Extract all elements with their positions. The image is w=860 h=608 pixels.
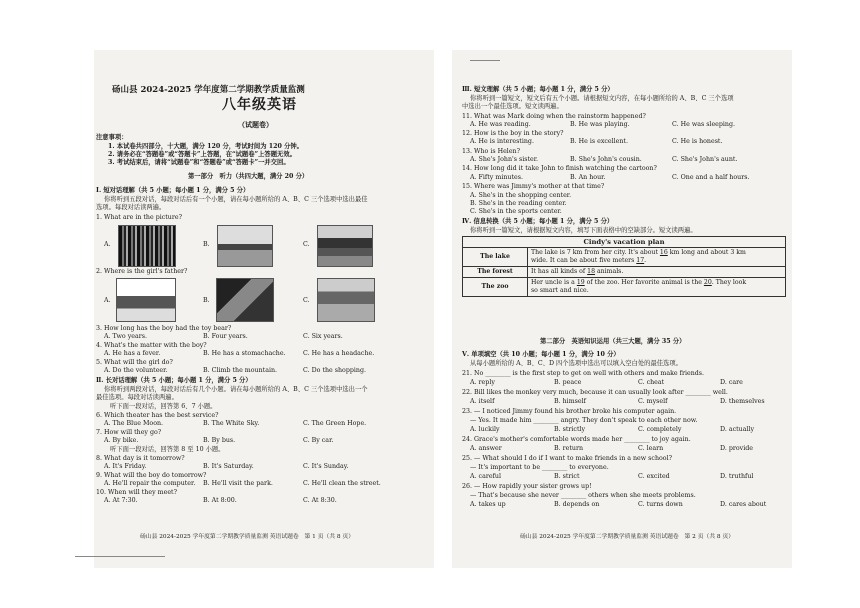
q4-option-b: B. He has a stomachache.: [203, 350, 286, 357]
row-text-forest: [528, 267, 786, 278]
q8-option-a: A. It's Friday.: [104, 463, 147, 470]
q8-option-c: C. It's Sunday.: [303, 463, 349, 470]
question-24: 24. Grace's mother's comfortable words made her ________ to joy again.: [462, 436, 691, 443]
notice-1: 1. 本试卷共四部分，十大题，满分 120 分，考试时间为 120 分钟。: [108, 143, 303, 150]
section1-instruction-cont: 选项。每段对话读两遍。: [96, 204, 166, 211]
study-room-image: [317, 278, 375, 322]
q23-option-d: D. actually: [720, 426, 755, 433]
row-text-lake: [528, 248, 786, 267]
question-5: 5. What will the girl do?: [96, 359, 173, 366]
section2-second-dialog: 听下面一段对话，回答第 8 至 10 小题。: [110, 446, 225, 453]
exam-subject: 八年级英语: [222, 97, 297, 113]
q4-option-c: C. He has a headache.: [303, 350, 375, 357]
section2-instruction: 你将听到两段对话，每段对话后有几个小题。请在每小题所给的 A、B、C 三个选项中选出一个: [104, 386, 368, 393]
question-3: 3. How long has the boy had the toy bear?: [96, 325, 232, 332]
vacation-plan-table: [462, 236, 786, 297]
blank-17: 17: [636, 257, 645, 264]
question-26-reply: — That's because she never ________ others when she meets problems.: [470, 492, 696, 499]
question-4: 4. What's the matter with the boy?: [96, 342, 207, 349]
exam-header-title: 砀山县 2024-2025 学年度第二学期教学质量监测: [112, 85, 305, 95]
q6-option-c: C. The Green Hope.: [303, 420, 367, 427]
forest-text-2: animals.: [595, 268, 624, 275]
blank-16: 16: [659, 249, 668, 256]
q6-option-b: B. The White Sky.: [203, 420, 260, 427]
q21-option-c: C. cheat: [638, 379, 665, 386]
q5-option-c: C. Do the shopping.: [303, 367, 366, 374]
q9-option-a: A. He'll repair the computer.: [104, 480, 196, 487]
q2-option-a-label: A.: [104, 297, 111, 304]
row-text-zoo: [528, 278, 786, 297]
section5-instruction: 从每小题所给的 A、B、C、D 四个选项中选出可以填入空白处的最佳选项。: [470, 360, 682, 367]
row-label-zoo: The zoo: [463, 278, 528, 297]
question-2: 2. Where is the girl's father?: [96, 268, 188, 275]
q13-option-b: B. She's John's cousin.: [570, 156, 642, 163]
q3-option-c: C. Six years.: [303, 333, 343, 340]
question-23-reply: — Yes. It made him ________ angry. They don't speak to each other now.: [470, 417, 698, 424]
question-14: 14. How long did it take John to finish watching the cartoon?: [462, 165, 657, 172]
zoo-text-2: of the zoo. Her favorite animal is the: [584, 279, 704, 286]
question-7: 7. How will they go?: [96, 429, 162, 436]
q15-option-b: B. She's in the reading center.: [470, 200, 567, 207]
q13-option-c: C. She's John's aunt.: [672, 156, 738, 163]
scan-mark-line: [470, 60, 500, 61]
left-page-footer: 砀山县 2024-2025 学年度第二学期教学质量监测 英语试题卷 第 1 页（共 8 页）: [140, 534, 355, 540]
notice-2: 2. 请务必在“答题卷”或“答题卡”上答题，在“试题卷”上答题无效。: [108, 151, 296, 158]
q12-option-b: B. He is excellent.: [570, 138, 628, 145]
q1-option-a-label: A.: [104, 241, 111, 248]
q12-option-a: A. He is interesting.: [470, 138, 534, 145]
city-image: [317, 225, 373, 267]
q26-option-c: C. turns down: [638, 501, 683, 508]
q25-option-d: D. truthful: [720, 473, 754, 480]
question-12: 12. How is the boy in the story?: [462, 130, 564, 137]
q11-option-b: B. He was playing.: [570, 121, 630, 128]
q3-option-a: A. Two years.: [104, 333, 147, 340]
part2-heading: 第二部分 英语知识运用（共三大题，满分 35 分）: [540, 338, 686, 345]
q4-option-a: A. He has a fever.: [104, 350, 161, 357]
notice-title: 注意事项：: [96, 134, 128, 141]
question-8: 8. What day is it tomorrow?: [96, 455, 185, 462]
section1-heading: Ⅰ. 短对话理解（共 5 小题；每小题 1 分，满分 5 分）: [96, 187, 250, 194]
blank-18: 18: [587, 268, 596, 275]
question-25-reply: — It's important to be ________ to everyone.: [470, 464, 609, 471]
q10-option-c: C. At 8:30.: [303, 497, 337, 504]
q23-option-a: A. luckily: [470, 426, 500, 433]
q12-option-c: C. He is honest.: [672, 138, 723, 145]
table-row: [463, 248, 786, 267]
row-label-lake: The lake: [463, 248, 528, 267]
q13-option-a: A. She's John's sister.: [470, 156, 539, 163]
question-1: 1. What are in the picture?: [96, 214, 182, 221]
table-row: [463, 267, 786, 278]
q5-option-a: A. Do the volunteer.: [104, 367, 168, 374]
q2-option-b-label: B.: [203, 297, 210, 304]
section4-heading: Ⅳ. 信息转换（共 5 小题；每小题 1 分，满分 5 分）: [462, 218, 614, 225]
q11-option-a: A. He was reading.: [470, 121, 531, 128]
q7-option-b: B. By bus.: [203, 437, 236, 444]
q25-option-b: B. strict: [554, 473, 580, 480]
q21-option-a: A. reply: [470, 379, 495, 386]
q22-option-d: D. themselves: [720, 398, 765, 405]
q26-option-a: A. takes up: [470, 501, 506, 508]
q9-option-b: B. He'll visit the park.: [203, 480, 273, 487]
section4-instruction: 你将听到一篇短文，请根据短文内容，填写下面表格中的空缺部分。短文读两遍。: [470, 227, 697, 234]
section2-instruction-cont: 最佳选项。每段对话读两遍。: [96, 394, 178, 401]
q24-option-a: A. answer: [470, 445, 502, 452]
blank-20: 20: [703, 279, 712, 286]
question-6: 6. Which theater has the best service?: [96, 412, 219, 419]
q14-option-b: B. An hour.: [570, 174, 606, 181]
scan-mark-line: [75, 556, 165, 557]
section1-instruction: 你将听到五段对话，每段对话后有一个小题，请在每小题所给的 A、B、C 三个选项中选出最佳: [104, 196, 368, 203]
q25-option-c: C. excited: [638, 473, 670, 480]
q22-option-b: B. himself: [554, 398, 586, 405]
part1-heading: 第一部分 听力（共四大题，满分 20 分）: [188, 173, 309, 180]
q23-option-b: B. strictly: [554, 426, 586, 433]
q8-option-b: B. It's Saturday.: [203, 463, 254, 470]
question-26: 26. — How rapidly your sister grows up!: [462, 483, 592, 490]
q1-option-b-label: B.: [203, 241, 210, 248]
q14-option-c: C. One and a half hours.: [672, 174, 750, 181]
section3-instruction-cont: 中选出一个最佳选项。短文读两遍。: [462, 103, 563, 110]
q9-option-c: C. He'll clean the street.: [303, 480, 381, 487]
q21-option-d: D. care: [720, 379, 743, 386]
question-22: 22. Bill likes the monkey very much, because it can usually look after ________ well.: [462, 389, 728, 396]
q1-option-c-label: C.: [303, 241, 310, 248]
q21-option-b: B. peace: [554, 379, 582, 386]
lake-text-2: km long and about 3 km: [667, 249, 746, 256]
bridge-image: [217, 225, 273, 267]
paper-type: （试题卷）: [238, 120, 273, 129]
section2-heading: Ⅱ. 长对话理解（共 5 小题；每小题 1 分，满分 5 分）: [96, 377, 252, 384]
q22-option-c: C. myself: [638, 398, 668, 405]
section5-heading: Ⅴ. 单项填空（共 10 小题；每小题 1 分，满分 10 分）: [462, 351, 620, 358]
q24-option-c: C. learn: [638, 445, 664, 452]
kitchen-image: [116, 278, 176, 322]
q3-option-b: B. Four years.: [203, 333, 248, 340]
q25-option-a: A. careful: [470, 473, 501, 480]
row-label-forest: The forest: [463, 267, 528, 278]
q26-option-d: D. cares about: [720, 501, 767, 508]
living-room-image: [216, 278, 274, 322]
table-row: [463, 278, 786, 297]
section3-heading: Ⅲ. 短文理解（共 5 小题；每小题 1 分，满分 5 分）: [462, 86, 614, 93]
q15-option-a: A. She's in the shopping center.: [470, 192, 572, 199]
question-9: 9. What will the boy do tomorrow?: [96, 472, 207, 479]
blank-19: 19: [576, 279, 585, 286]
lake-text-4: .: [644, 257, 647, 264]
q23-option-c: C. completely: [638, 426, 682, 433]
q24-option-d: D. provide: [720, 445, 753, 452]
lake-text-1: The lake is 7 km from her city. It's about: [531, 249, 660, 256]
q7-option-a: A. By bike.: [104, 437, 139, 444]
forest-text-1: It has all kinds of: [531, 268, 588, 275]
zoo-text-4: so smart and nice.: [531, 287, 589, 294]
question-21: 21. No ________ is the first step to get on well with others and make friends.: [462, 370, 705, 377]
q14-option-a: A. Fifty minutes.: [470, 174, 523, 181]
q5-option-b: B. Climb the mountain.: [203, 367, 278, 374]
forest-image: [118, 225, 176, 267]
notice-3: 3. 考试结束后，请将“试题卷”和“答题卷”或“答题卡”一并交回。: [108, 159, 290, 166]
right-page-footer: 砀山县 2024-2025 学年度第二学期教学质量监测 英语试题卷 第 2 页（共 8 页）: [520, 534, 735, 540]
q7-option-c: C. By car.: [303, 437, 334, 444]
question-15: 15. Where was Jimmy's mother at that time?: [462, 183, 605, 190]
question-11: 11. What was Mark doing when the rainstorm happened?: [462, 113, 646, 120]
zoo-text-1: Her uncle is a: [531, 279, 577, 286]
zoo-text-3: . They look: [711, 279, 747, 286]
question-25: 25. — What should I do if I want to make friends in a new school?: [462, 455, 672, 462]
section2-first-dialog: 听下面一段对话，回答第 6、7 小题。: [110, 403, 217, 410]
table-caption: Cindy's vacation plan: [463, 237, 786, 248]
q11-option-c: C. He was sleeping.: [672, 121, 736, 128]
q10-option-b: B. At 8:00.: [203, 497, 237, 504]
section3-instruction: 你将听到一篇短文，短文后有五个小题。请根据短文内容，在每小题所给的 A、B、C 三个选项: [470, 95, 734, 102]
q24-option-b: B. return: [554, 445, 584, 452]
q15-option-c: C. She's in the sports center.: [470, 208, 562, 215]
q26-option-b: B. depends on: [554, 501, 600, 508]
q10-option-a: A. At 7:30.: [104, 497, 138, 504]
question-13: 13. Who is Helen?: [462, 148, 520, 155]
question-10: 10. When will they meet?: [96, 489, 177, 496]
q22-option-a: A. itself: [470, 398, 495, 405]
question-23: 23. — I noticed Jimmy found his brother broke his computer again.: [462, 408, 677, 415]
q2-option-c-label: C.: [303, 297, 310, 304]
lake-text-3: wide. It can be about five meters: [531, 257, 637, 264]
q6-option-a: A. The Blue Moon.: [104, 420, 164, 427]
